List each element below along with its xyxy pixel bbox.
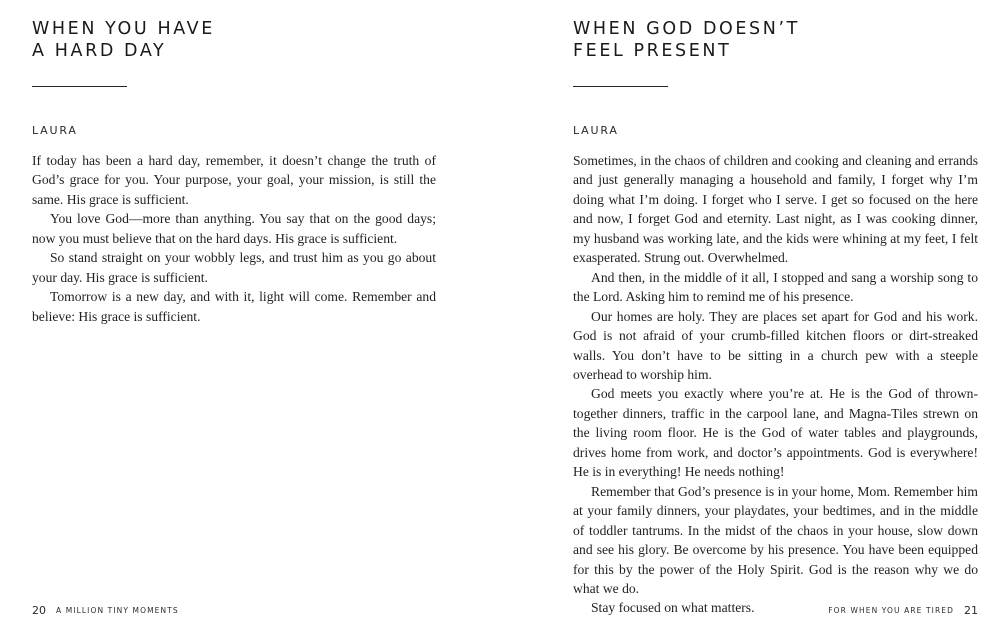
- chapter-title-line-1: WHEN GOD DOESN’T: [573, 19, 800, 39]
- author-name: LAURA: [32, 124, 78, 137]
- paragraph: Tomorrow is a new day, and with it, light will come. Remember and believe: His grace is sufficient.: [32, 289, 436, 324]
- chapter-title-line-2: FEEL PRESENT: [573, 41, 732, 61]
- body-text: [573, 151, 978, 618]
- body-text: [32, 151, 436, 326]
- running-head: A MILLION TINY MOMENTS: [56, 606, 179, 615]
- right-page: [573, 0, 978, 637]
- paragraph: And then, in the middle of it all, I stopped and sang a worship song to the Lord. Asking him to remind me of his presence.: [573, 269, 978, 305]
- chapter-title: [32, 18, 215, 62]
- paragraph: You love God—more than anything. You say that on the good days; now you must believe that on the hard days. His grace is sufficient.: [32, 211, 436, 246]
- running-head: FOR WHEN YOU ARE TIRED: [828, 606, 954, 615]
- title-divider: [573, 86, 668, 87]
- chapter-title-line-1: WHEN YOU HAVE: [32, 19, 215, 39]
- paragraph: So stand straight on your wobbly legs, and trust him as you go about your day. His grace is sufficient.: [32, 250, 436, 285]
- author-name: LAURA: [573, 124, 619, 137]
- paragraph: Remember that God’s presence is in your home, Mom. Remember him at your family dinners, your playdates, your bedtimes, and in the middle of toddler tantrums. In the midst of the chaos in your house, slow down and see his glory. Be overcome by his presence. You have been equipped for this by the power of the Holy Spirit. God is the reason why we do what we do.: [573, 483, 978, 596]
- left-page: [32, 0, 436, 637]
- page-number: 21: [964, 604, 978, 617]
- paragraph: If today has been a hard day, remember, it doesn’t change the truth of God’s grace for you. Your purpose, your goal, your mission, is still the same. His grace is sufficient.: [32, 153, 436, 207]
- paragraph: Stay focused on what matters.: [591, 600, 755, 616]
- paragraph: Sometimes, in the chaos of children and cooking and cleaning and errands and just generally managing a household and family, I forget why I’m doing what I’m doing. I forget who I serve. I get so focused on the here and now, I forget God and eternity. Last night, as I was cooking dinner, my husband was working late, and the kids were whining at my feet, I felt exasperated. Strung out. Overwhelmed.: [573, 153, 978, 266]
- page-footer: [828, 599, 978, 618]
- paragraph: God meets you exactly where you’re at. He is the God of thrown-together dinners, traffic in the carpool lane, and Magna-Tiles strewn on the living room floor. He is the God of water tables and playgrounds, drives home from work, and doctor’s appointments. God is everywhere! He is in everything! He needs nothing!: [573, 386, 978, 480]
- page-footer: [32, 599, 179, 618]
- page-number: 20: [32, 604, 46, 617]
- chapter-title-line-2: A HARD DAY: [32, 41, 167, 61]
- title-divider: [32, 86, 127, 87]
- paragraph: Our homes are holy. They are places set apart for God and his work. God is not afraid of your crumb-filled kitchen floors or dirt-streaked walls. You don’t have to be sitting in a church pew with a steeple overhead to worship him.: [573, 308, 978, 382]
- chapter-title: [573, 18, 800, 62]
